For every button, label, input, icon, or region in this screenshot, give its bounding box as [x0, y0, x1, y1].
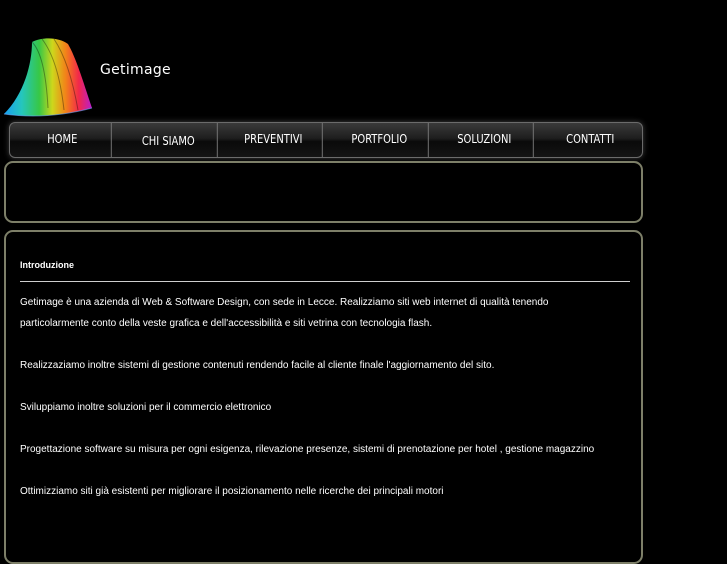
paragraph-3: Realizzaziamo inoltre sistemi di gestione contenuti rendendo facile al cliente finale l'aggiornamento del sito. [20, 360, 495, 371]
rainbow-swoosh-icon [2, 34, 94, 118]
nav-home[interactable]: HOME [14, 123, 111, 157]
paragraph-1: Getimage è una azienda di Web & Software Design, con sede in Lecce. Realizziamo siti web internet di qualità tenendo [20, 297, 549, 308]
divider [20, 281, 630, 282]
paragraph-6: Ottimizziamo siti già esistenti per migliorare il posizionamento nelle ricerche dei principali motori [20, 486, 444, 497]
section-title: Introduzione [20, 260, 74, 270]
nav-preventivi[interactable]: PREVENTIVI [225, 123, 322, 157]
banner-panel [4, 161, 643, 223]
content-panel [4, 230, 643, 564]
main-nav [9, 122, 643, 158]
nav-chi-siamo[interactable]: CHI SIAMO [120, 123, 217, 157]
nav-portfolio[interactable]: PORTFOLIO [331, 123, 428, 157]
paragraph-5: Progettazione software su misura per ogni esigenza, rilevazione presenze, sistemi di prenotazione per hotel , gestione magazzino [20, 444, 595, 455]
brand-name[interactable]: Getimage [100, 62, 171, 78]
nav-contatti[interactable]: CONTATTI [565, 132, 614, 146]
paragraph-2: particolarmente conto della veste grafica e dell'accessibilità e siti vetrina con tecnologia flash. [20, 318, 433, 329]
nav-soluzioni[interactable]: SOLUZIONI [436, 123, 533, 157]
logo[interactable] [2, 34, 94, 118]
paragraph-4: Sviluppiamo inoltre soluzioni per il commercio elettronico [20, 402, 272, 413]
